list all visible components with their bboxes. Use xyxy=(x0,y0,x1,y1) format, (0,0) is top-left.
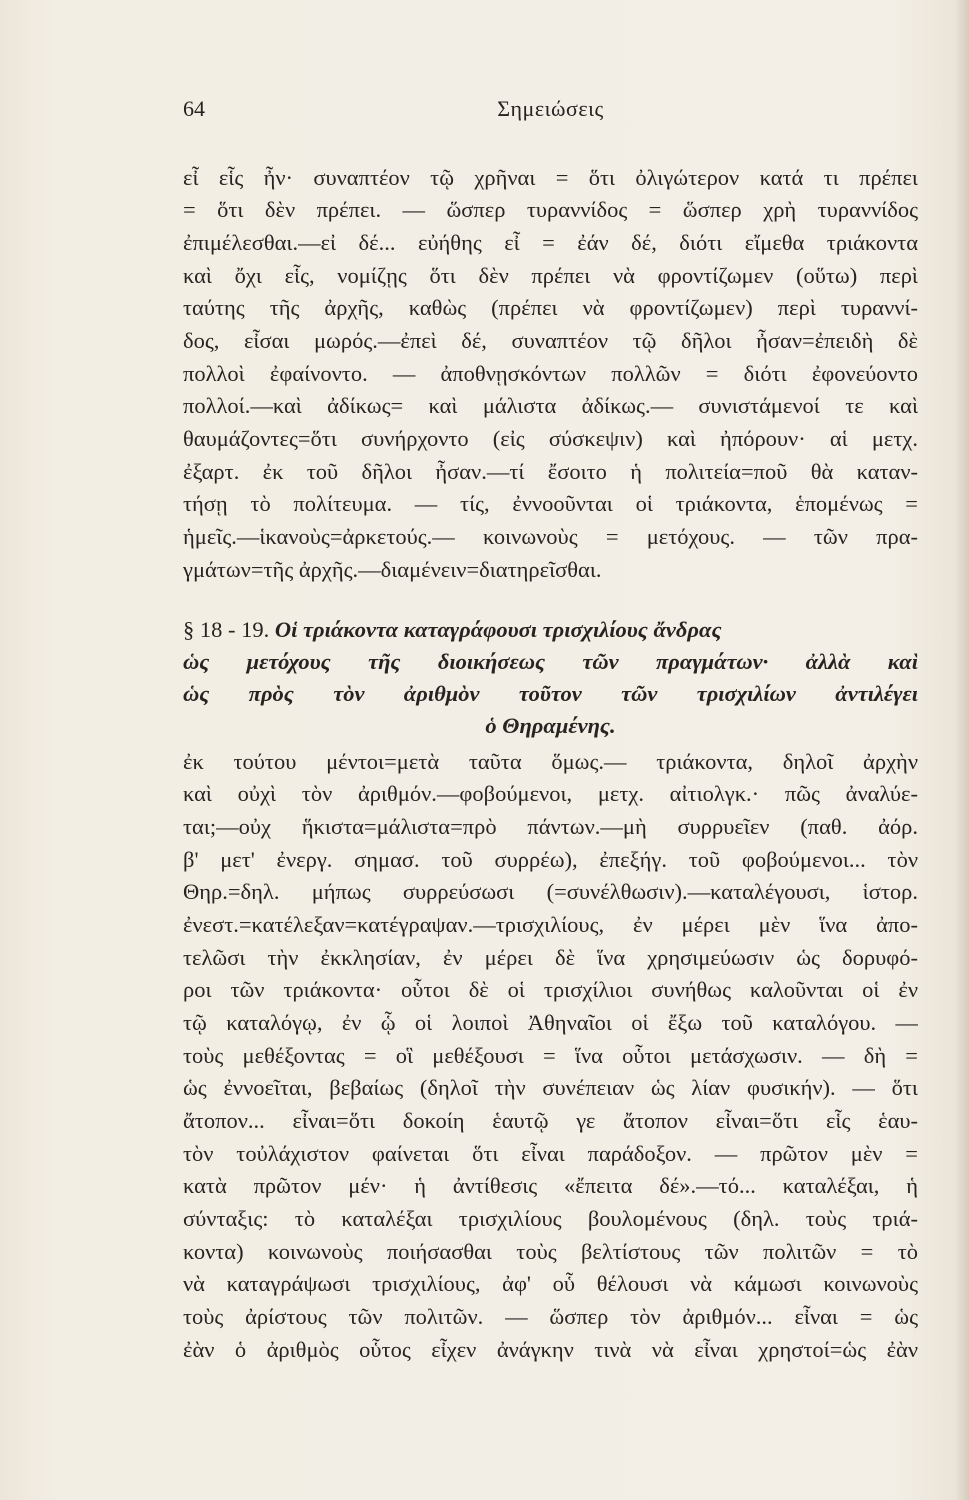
section-mark: § 18 - 19. xyxy=(183,617,270,642)
paragraph2-line: β' μετ' ἐνεργ. σημασ. τοῦ συρρέω), ἐπεξήγ. τοῦ φοβούμενοι... τὸν xyxy=(183,847,918,872)
page-number: 64 xyxy=(183,96,205,121)
page-header xyxy=(183,96,918,130)
paragraph1-line: ἐπιμέλεσθαι.—εἰ δέ... εὐήθης εἶ = ἐάν δέ, διότι εἴμεθα τριάκοντα xyxy=(183,230,918,255)
paragraph2-line: ἐὰν ὁ ἀριθμὸς οὗτος εἶχεν ἀνάγκην τινὰ νὰ εἶναι χρηστοί=ὡς ἐὰν xyxy=(183,1337,918,1362)
section-heading-line: ὡς μετόχους τῆς διοικήσεως τῶν πραγμάτων· ἀλλὰ καὶ xyxy=(183,649,918,674)
paragraph1-line: καὶ ὄχι εἷς, νομίζῃς ὅτι δὲν πρέπει νὰ φροντίζωμεν (οὕτω) περὶ xyxy=(183,263,918,288)
paragraph2-line: τῷ καταλόγῳ, ἐν ᾧ οἱ λοιποὶ Ἀθηναῖοι οἱ ἔξω τοῦ καταλόγου. — xyxy=(183,1010,918,1035)
paragraph2-line: ται;—οὐχ ἥκιστα=μάλιστα=πρὸ πάντων.—μὴ συρρυεῖεν (παθ. ἀόρ. xyxy=(183,814,918,839)
paragraph1-line: πολλοί.—καὶ ἀδίκως= καὶ μάλιστα ἀδίκως.— συνιστάμενοί τε καὶ xyxy=(183,393,918,418)
paragraph2-line: τελῶσι τὴν ἐκκλησίαν, ἐν μέρει δὲ ἵνα χρησιμεύωσιν ὡς δορυφό- xyxy=(183,945,918,970)
paragraph2-line: τοὺς μεθέξοντας = οἳ μεθέξουσι = ἵνα οὗτοι μετάσχωσιν. — δὴ = xyxy=(183,1043,918,1068)
paragraph2-line: ἐνεστ.=κατέλεξαν=κατέγραψαν.—τρισχιλίους, ἐν μέρει μὲν ἵνα ἀπο- xyxy=(183,912,918,937)
section-heading-line: ὡς πρὸς τὸν ἀριθμὸν τοῦτον τῶν τρισχιλίων ἀντιλέγει xyxy=(183,681,918,706)
paragraph2-line: ἐκ τούτου μέντοι=μετὰ ταῦτα ὅμως.— τριάκοντα, δηλοῖ ἀρχὴν xyxy=(183,749,918,774)
paragraph2-line: σύνταξις: τὸ καταλέξαι τρισχιλίους βουλομένους (δηλ. τοὺς τριά- xyxy=(183,1206,918,1231)
section-heading-text: Οἱ τριάκοντα καταγράφουσι τρισχιλίους ἄνδρας xyxy=(274,617,722,642)
paragraph1-line: δος, εἶσαι μωρός.—ἐπεὶ δέ, συναπτέον τῷ δῆλοι ἦσαν=ἐπειδὴ δὲ xyxy=(183,328,918,353)
paragraph1-line: θαυμάζοντες=ὅτι συνήρχοντο (εἰς σύσκεψιν) καὶ ἠπόρουν· αἱ μετχ. xyxy=(183,426,918,451)
paragraph1-line: γμάτων=τῆς ἀρχῆς.—διαμένειν=διατηρεῖσθαι. xyxy=(183,557,602,582)
paragraph2-line: κοντα) κοινωνοὺς ποιήσασθαι τοὺς βελτίστους τῶν πολιτῶν = τὸ xyxy=(183,1239,918,1264)
paragraph2-line: ὡς ἐννοεῖται, βεβαίως (δηλοῖ τὴν συνέπειαν ὡς λίαν φυσικήν). — ὅτι xyxy=(183,1075,918,1100)
paragraph1-line: ταύτης τῆς ἀρχῆς, καθὼς (πρέπει νὰ φροντίζωμεν) περὶ τυραννί- xyxy=(183,295,918,320)
paragraph1-line: = ὅτι δὲν πρέπει. — ὥσπερ τυραννίδος = ὥσπερ χρὴ τυραννίδος xyxy=(183,197,918,222)
paragraph1-line: πολλοὶ ἐφαίνοντο. — ἀποθνῃσκόντων πολλῶν = διότι ἐφονεύοντο xyxy=(183,361,918,386)
paragraph2-line: ἄτοπον... εἶναι=ὅτι δοκοίη ἑαυτῷ γε ἄτοπον εἶναι=ὅτι εἷς ἑαυ- xyxy=(183,1108,918,1133)
paragraph1-line: ἐξαρτ. ἐκ τοῦ δῆλοι ἦσαν.—τί ἔσοιτο ἡ πολιτεία=ποῦ θὰ καταν- xyxy=(183,459,918,484)
section-heading-line: ὁ Θηραμένης. xyxy=(485,713,616,738)
paragraph2-line: κατὰ πρῶτον μέν· ἡ ἀντίθεσις «ἔπειτα δέ».—τό... καταλέξαι, ἡ xyxy=(183,1173,918,1198)
page-edge-shadow xyxy=(955,0,969,1500)
paragraph2-line: τὸν τοὐλάχιστον φαίνεται ὅτι εἶναι παράδοξον. — πρῶτον μὲν = xyxy=(183,1141,918,1166)
paragraph2-line: Θηρ.=δηλ. μήπως συρρεύσωσι (=συνέλθωσιν).—καταλέγουσι, ἱστορ. xyxy=(183,879,918,904)
paragraph2-line: τοὺς ἀρίστους τῶν πολιτῶν. — ὥσπερ τὸν ἀριθμόν... εἶναι = ὡς xyxy=(183,1304,918,1329)
paragraph2-line: νὰ καταγράψωσι τρισχιλίους, ἀφ' οὗ θέλουσι νὰ κάμωσι κοινωνοὺς xyxy=(183,1271,918,1296)
section-heading-line xyxy=(183,615,918,649)
paragraph1-line: τήσῃ τὸ πολίτευμα. — τίς, ἐννοοῦνται οἱ τριάκοντα, ἑπομένως = xyxy=(183,491,918,516)
paragraph1-line: εἶ εἷς ἦν· συναπτέον τῷ χρῆναι = ὅτι ὀλιγώτερον κατά τι πρέπει xyxy=(183,165,918,190)
paragraph2-line: καὶ οὐχὶ τὸν ἀριθμόν.—φοβούμενοι, μετχ. αἰτιολγκ.· πῶς ἀναλύε- xyxy=(183,781,918,806)
paragraph2-line: ροι τῶν τριάκοντα· οὗτοι δὲ οἱ τρισχίλιοι συνήθως καλοῦνται οἱ ἐν xyxy=(183,977,918,1002)
running-head: Σημειώσεις xyxy=(497,96,604,121)
paragraph1-line: ἡμεῖς.—ἱκανοὺς=ἀρκετούς.— κοινωνοὺς = μετόχους. — τῶν πρα- xyxy=(183,524,918,549)
